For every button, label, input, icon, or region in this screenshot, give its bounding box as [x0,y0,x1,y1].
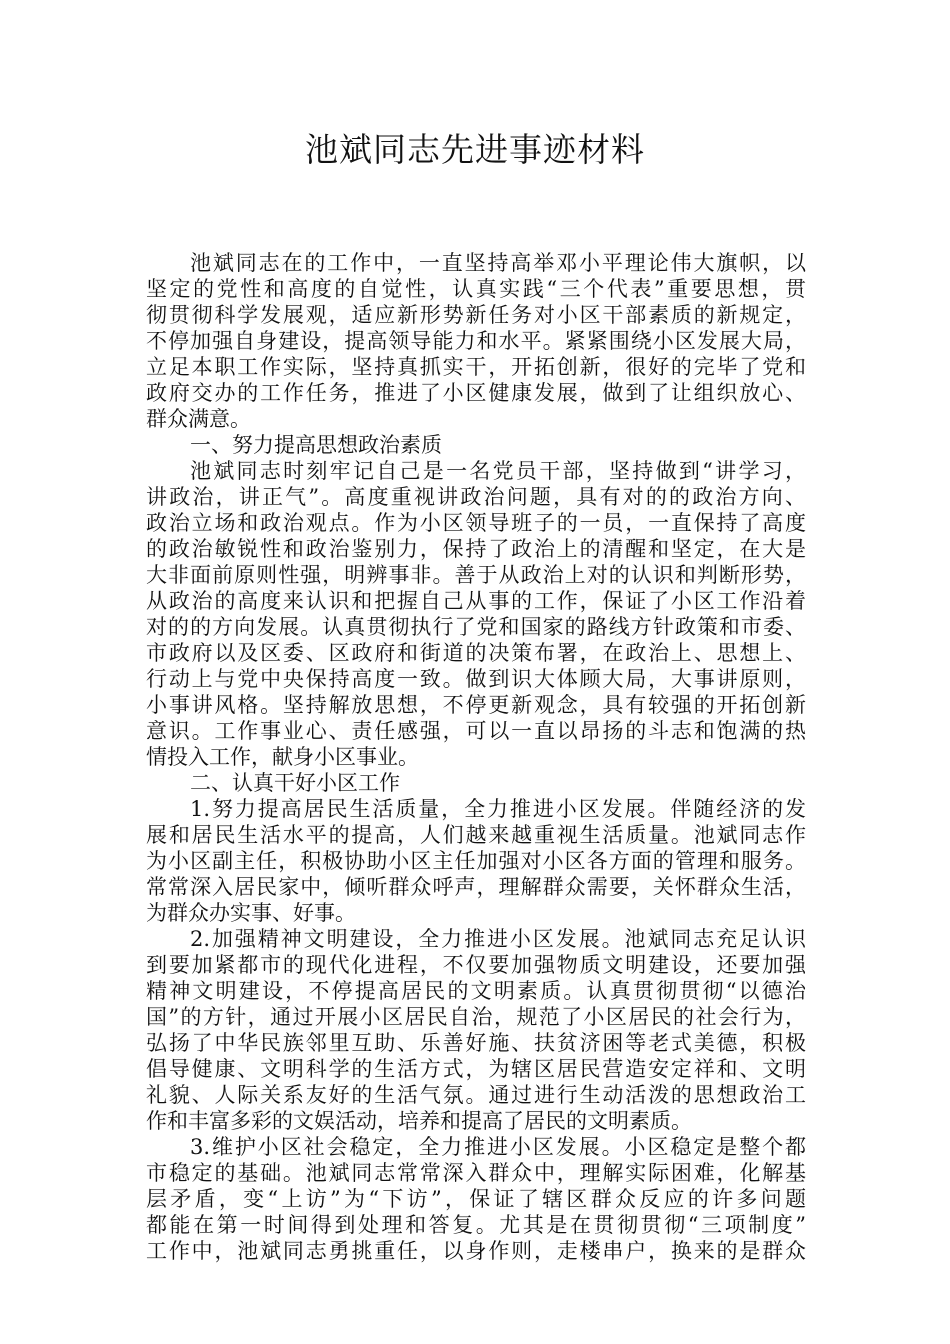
text-line: 彻贯彻科学发展观，适应新形势新任务对小区干部素质的新规定， [146,303,806,327]
text-line: 小事讲风格。坚持解放思想，不停更新观念，具有较强的开拓创新 [146,693,806,717]
text-line: 立足本职工作实际，坚持真抓实干，开拓创新，很好的完毕了党和 [146,355,806,379]
text-line: 意识。工作事业心、责任感强，可以一直以昂扬的斗志和饱满的热 [146,719,806,743]
text-line: 池斌同志在的工作中，一直坚持高举邓小平理论伟大旗帜，以 [190,251,806,275]
text-line: 群众满意。 [146,407,251,431]
text-line: 常常深入居民家中，倾听群众呼声，理解群众需要，关怀群众生活， [146,875,806,899]
text-line: 为小区副主任，积极协助小区主任加强对小区各方面的管理和服务。 [146,849,806,873]
text-line: 3.维护小区社会稳定，全力推进小区发展。小区稳定是整个都 [190,1135,806,1159]
text-line: 层矛盾，变“上访”为“下访”，保证了辖区群众反应的许多问题 [146,1187,806,1211]
text-line: 大非面前原则性强，明辨事非。善于从政治上对的认识和判断形势， [146,563,806,587]
text-line: 情投入工作，献身小区事业。 [146,745,419,769]
text-line: 市稳定的基础。池斌同志常常深入群众中，理解实际困难，化解基 [146,1161,806,1185]
text-line: 2.加强精神文明建设，全力推进小区发展。池斌同志充足认识 [190,927,806,951]
text-line: 都能在第一时间得到处理和答复。尤其是在贯彻贯彻“三项制度” [146,1213,806,1237]
text-line: 讲政治，讲正气”。高度重视讲政治问题，具有对的的政治方向、 [146,485,806,509]
text-line: 市政府以及区委、区政府和街道的决策布署，在政治上、思想上、 [146,641,806,665]
text-line: 到要加紧都市的现代化进程，不仅要加强物质文明建设，还要加强 [146,953,806,977]
text-line: 国”的方针，通过开展小区居民自治，规范了小区居民的社会行为， [146,1005,806,1029]
text-line: 弘扬了中华民族邻里互助、乐善好施、扶贫济困等老式美德，积极 [146,1031,806,1055]
text-line: 倡导健康、文明科学的生活方式，为辖区居民营造安定祥和、文明 [146,1057,806,1081]
text-line: 对的的方向发展。认真贯彻执行了党和国家的路线方针政策和市委、 [146,615,806,639]
section-heading: 一、努力提高思想政治素质 [190,433,442,457]
text-line: 的政治敏锐性和政治鉴别力，保持了政治上的清醒和坚定，在大是 [146,537,806,561]
text-line: 政府交办的工作任务，推进了小区健康发展，做到了让组织放心、 [146,381,806,405]
section-heading: 二、认真干好小区工作 [190,771,400,795]
text-line: 行动上与党中央保持高度一致。做到识大体顾大局，大事讲原则， [146,667,806,691]
text-line: 不停加强自身建设，提高领导能力和水平。紧紧围绕小区发展大局， [146,329,806,353]
document-title: 池斌同志先进事迹材料 [305,130,645,169]
text-line: 工作中，池斌同志勇挑重任，以身作则，走楼串户，换来的是群众 [146,1239,806,1263]
document-body [146,250,806,1264]
text-line: 政治立场和政治观点。作为小区领导班子的一员，一直保持了高度 [146,511,806,535]
text-line: 坚定的党性和高度的自觉性，认真实践“三个代表”重要思想，贯 [146,277,806,301]
text-line: 为群众办实事、好事。 [146,901,356,925]
text-line: 精神文明建设，不停提高居民的文明素质。认真贯彻贯彻“以德治 [146,979,806,1003]
text-line: 展和居民生活水平的提高，人们越来越重视生活质量。池斌同志作 [146,823,806,847]
text-line: 作和丰富多彩的文娱活动，培养和提高了居民的文明素质。 [146,1109,692,1133]
text-line: 池斌同志时刻牢记自己是一名党员干部，坚持做到“讲学习， [190,459,806,483]
text-line: 从政治的高度来认识和把握自己从事的工作，保证了小区工作沿着 [146,589,806,613]
text-line: 1.努力提高居民生活质量，全力推进小区发展。伴随经济的发 [190,797,806,821]
text-line: 礼貌、人际关系友好的生活气氛。通过进行生动活泼的思想政治工 [146,1083,806,1107]
